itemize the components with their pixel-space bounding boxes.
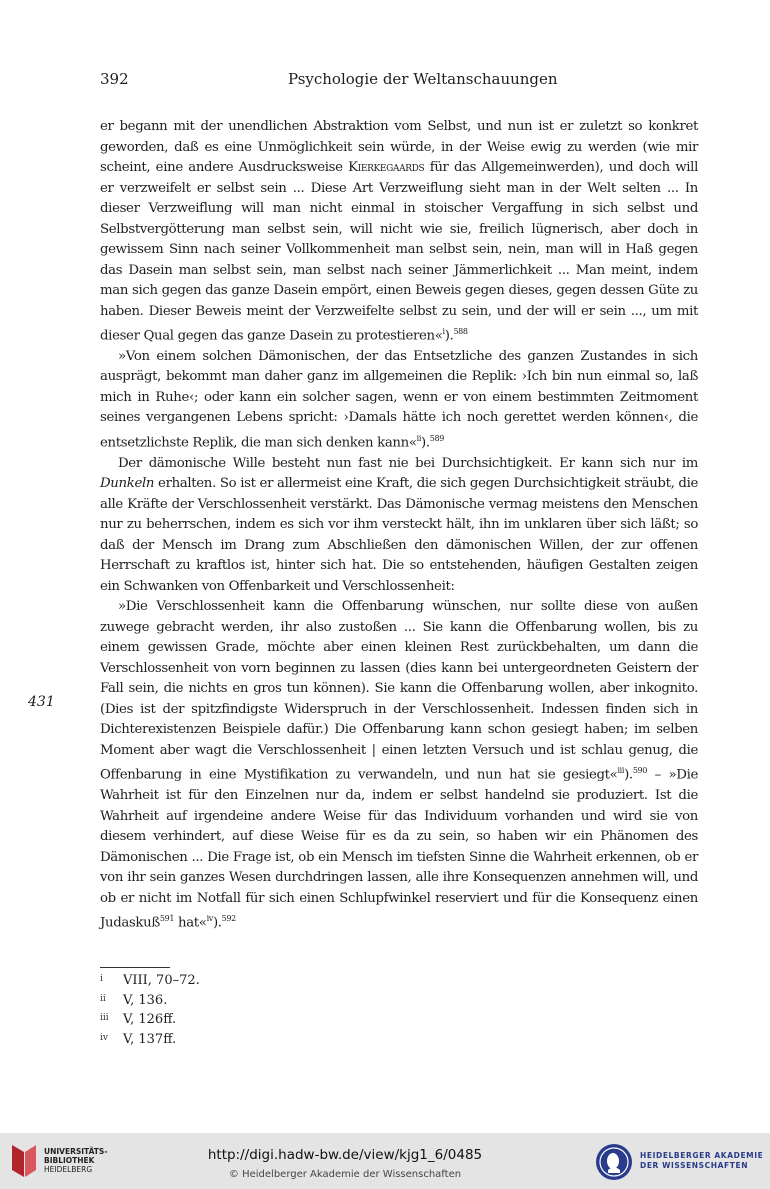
footnote-ref[interactable]: i bbox=[442, 327, 445, 336]
endnote-ref[interactable]: 588 bbox=[453, 327, 468, 336]
endnote-ref[interactable]: 592 bbox=[221, 914, 236, 924]
paragraph-4: »Die Verschlossenheit kann die Offenbarung wünschen, nur sollte diese von außen zuwege gebracht werden, ihr also zustoßen ... Sie kann die Offenbarung wollen, bis zu einem gewissen Grade, möchte aber einen kleinen Rest zurückbehalten, um dann die Verschlossenheit von vorn beginnen zu lassen (dies kann bei untergeordneten Geistern der Fall sein, die nichts en gros tun können). Sie kann die Offenbarung wollen, aber inkognito. (Dies ist der spitzfindigste Widerspruch in der Verschlossenheit. Indessen finden sich in Dichterexistenzen Beispiele dafür.) Die Offenbarung kann schon gesiegt haben; im selben Moment aber wagt die Verschlossenheit | einen letzten Versuch und ist schlau genug, die Offenbarung in eine Mystifikation zu verwandeln, und nun hat sie gesiegt«$^{iii}$).$^{590}$ – »Die Wahrheit ist für den Einzelnen nur da, indem er selbst handelnd sie produziert. Ist die Wahrheit auf irgendeine andere Weise für das Individuum vorhanden und wird sie von diesem verhindert, auf diese Weise für es da zu sein, so haben wir ein Phänomen des Dämonischen ... Die Frage ist, ob ein Mensch im tiefsten Sinne die Wahrheit erkennen, ob er von ihr sein ganzes Wesen durchdringen lassen, alle ihre Konsequenzen annehmen will, und ob er nicht im Notfall für sich einen Schlupfwinkel reserviert und für die Konsequenz einen Judaskuß$^{591}$ hat«$^{iv}$).$^{592}$ bbox=[100, 599, 698, 931]
academy-seal-icon[interactable] bbox=[594, 1142, 634, 1186]
footnote: i VIII, 70–72. bbox=[100, 973, 200, 988]
author-name: Kierkegaards bbox=[348, 160, 425, 175]
endnote-ref[interactable]: 590 bbox=[632, 766, 648, 776]
footnotes bbox=[100, 971, 200, 1049]
footnote-ref[interactable]: iii bbox=[617, 766, 625, 776]
paragraph-3: Der dämonische Wille besteht nun fast nie bei Durchsichtigkeit. Er kann sich nur im Dunkeln erhalten. So ist er allermeist eine Kraft, die sich gegen Durchsichtigkeit sträubt, die alle Kräfte der Verschlossenheit verstärkt. Das Dämonische vermag meistens den Menschen nur zu beherrschen, indem es sich vor ihm versteckt hält, ihn im unklaren über sich läßt; so daß der Mensch im Drang zum Abschließen den dämonischen Willen, der zur offenen Herrschaft zu kraftlos ist, hinter sich hat. Die so entstehenden, häufigen Gestalten zeigen ein Schwanken von Offenbarkeit und Verschlossenheit: bbox=[100, 455, 698, 594]
page-number: 392 bbox=[100, 70, 129, 88]
endnote-ref[interactable]: 589 bbox=[429, 433, 444, 443]
academy-name: HEIDELBERGER AKADEMIE DER WISSENSCHAFTEN bbox=[640, 1151, 764, 1170]
permalink[interactable]: http://digi.hadw-bw.de/view/kjg1_6/0485 bbox=[207, 1147, 483, 1163]
footnote-ref[interactable]: iv bbox=[206, 914, 213, 924]
running-title: Psychologie der Weltanschauungen bbox=[288, 70, 558, 88]
footnote-ref[interactable]: ii bbox=[416, 433, 422, 443]
paragraph-1: er begann mit der unendlichen Abstraktion vom Selbst, und nun ist er zuletzt so konkret geworden, daß es eine Unmöglichkeit sein würde, in der Weise ewig zu werden (wie mir scheint, eine andere Ausdrucksweise Kierkegaards für das Allgemeinwerden), und doch will er verzweifelt er selbst sein ... Diese Art Verzweiflung sieht man in der Welt selten ... In dieser Verzweiflung will man nicht einmal in stoischer Vergaffung in sich selbst und Selbstvergötterung man selbst sein, will nicht wie sie, freilich lügnerisch, aber doch in gewissem Sinn nach seiner Vollkommenheit man selbst sein, nein, man will in Haß gegen das Dasein man selbst sein, man selbst nach seiner Jämmerlichkeit ... Man meint, indem man sich gegen das ganze Dasein empört, einen Beweis gegen dieses, gegen dessen Güte zu haben. Dieser Beweis meint der Verzweifelte selbst zu sein, und der will er sein ..., um mit dieser Qual gegen das ganze Dasein zu protestieren«$^i$).$^{588}$ bbox=[100, 119, 698, 344]
copyright: © Heidelberger Akademie der Wissenschaften bbox=[228, 1169, 462, 1180]
university-library-name: UNIVERSITÄTS- BIBLIOTHEK HEIDELBERG bbox=[44, 1147, 108, 1174]
footnote: iv V, 137ff. bbox=[100, 1031, 177, 1047]
footnote: iii V, 126ff. bbox=[100, 1012, 177, 1027]
paragraph-2: »Von einem solchen Dämonischen, der das Entsetzliche des ganzen Zustandes in sich ausprägt, bekommt man daher ganz im allgemeinen die Replik: ›Ich bin nun einmal so, laß mich in Ruhe‹; oder kann ein solcher sagen, wenn er von einem bestimmten Zeitmoment seines vergangenen Lebens spricht: ›Damals hätte ich noch gerettet werden können‹, die entsetzlichste Replik, die man sich denken kann«$^{ii}$).$^{589}$ bbox=[100, 348, 698, 451]
footnote: ii V, 136. bbox=[100, 992, 168, 1008]
footer-bar bbox=[0, 1133, 770, 1189]
footnote-separator bbox=[100, 967, 170, 968]
original-page-marker: 431 bbox=[28, 694, 55, 710]
body-text bbox=[100, 117, 698, 934]
endnote-ref[interactable]: 591 bbox=[159, 914, 175, 924]
